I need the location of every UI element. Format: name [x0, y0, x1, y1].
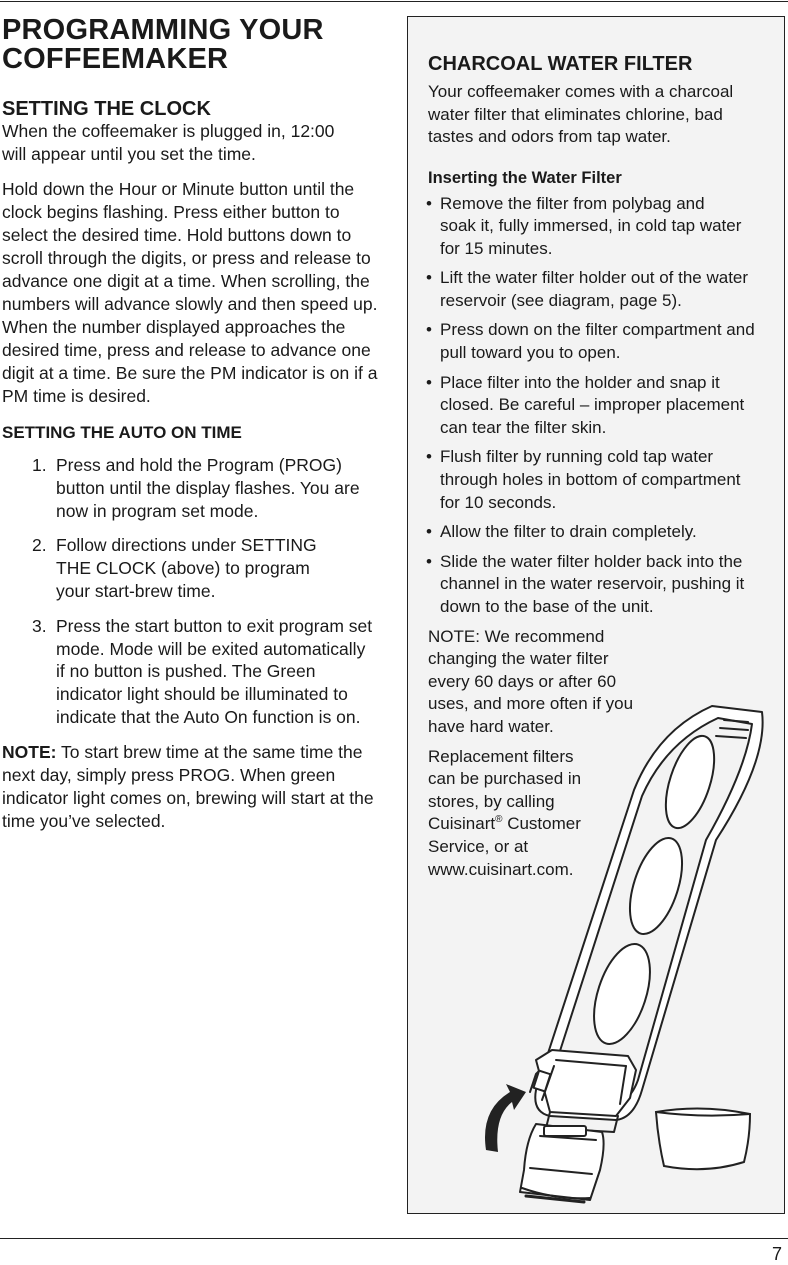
charcoal-filter-intro: Your coffeemaker comes with a charcoal water filter that eliminates chlorine, bad tastes and odors from tap water.	[428, 82, 734, 146]
step-text: Press and hold the Program (PROG) button until the display flashes. You are now in program set mode.	[56, 455, 360, 521]
setting-clock-heading: SETTING THE CLOCK	[2, 98, 211, 120]
list-item: • Slide the water filter holder back into the channel in the water reservoir, pushing it down to the base of the unit.	[428, 551, 762, 619]
list-item: • Place filter into the holder and snap it closed. Be careful – improper placement can tear the filter skin.	[428, 372, 755, 440]
auto-on-heading: SETTING THE AUTO ON TIME	[2, 423, 242, 442]
replacement-text-end: Customer Service, or at www.cuisinart.com.	[428, 814, 581, 879]
step-item	[2, 615, 376, 729]
list-item: • Remove the filter from polybag and soak it, fully immersed, in cold tap water for 15 minutes.	[428, 193, 745, 261]
step-number: 1.	[32, 455, 47, 475]
step-item	[2, 454, 371, 522]
top-rule	[0, 1, 788, 2]
page-title-line-2: COFFEEMAKER	[2, 43, 229, 75]
list-item: • Allow the filter to drain completely.	[428, 521, 770, 544]
setting-clock-paragraph-2: Hold down the Hour or Minute button until the clock begins flashing. Press either button to select the desired time. Hold buttons down to scroll through the digits, or press and release to advance one digit at a time. When scrolling, the numbers will advance slowly and then speed up. When the number displayed approaches the desired time, press and release to advance one digit at a time. Be sure the PM indicator is on if a PM time is desired.	[2, 179, 378, 406]
charcoal-filter-heading: CHARCOAL WATER FILTER	[428, 53, 693, 75]
note-paragraph	[2, 741, 388, 833]
auto-on-steps	[2, 454, 394, 729]
inserting-filter-list	[428, 193, 768, 619]
note-label: NOTE:	[2, 741, 57, 762]
note-text: To start brew time at the same time the next day, simply press PROG. When green indicator light comes on, brewing will start at the time you’ve selected.	[2, 741, 374, 831]
list-item: • Lift the water filter holder out of the water reservoir (see diagram, page 5).	[428, 267, 770, 312]
replacement-text-start: Replacement filters can be purchased in stores, by calling Cuisinart	[428, 746, 582, 834]
list-item: • Press down on the filter compartment and pull toward you to open.	[428, 319, 772, 364]
filter-change-note: NOTE: We recommend changing the water filter every 60 days or after 60 uses, and more often if you have hard water.	[428, 626, 634, 736]
registered-mark: ®	[495, 814, 503, 826]
list-item: • Flush filter by running cold tap water through holes in bottom of compartment for 10 seconds.	[428, 446, 765, 514]
page-number: 7	[771, 1244, 782, 1264]
bottom-rule	[0, 1238, 788, 1239]
step-text: Press the start button to exit program set mode. Mode will be exited automatically if no button is pushed. The Green indicator light should be illuminated to indicate that the Auto On function is on.	[56, 615, 373, 727]
step-number: 3.	[32, 615, 47, 636]
step-number: 2.	[32, 535, 47, 556]
page-title	[2, 16, 394, 74]
left-column	[2, 16, 394, 845]
page-title-line-1: PROGRAMMING YOUR	[2, 14, 324, 46]
step-text: Follow directions under SETTING THE CLOCK (above) to program your start-brew time.	[56, 535, 317, 601]
water-filter-holder-diagram	[466, 700, 788, 1210]
step-item	[2, 534, 346, 602]
inserting-filter-heading: Inserting the Water Filter	[428, 168, 622, 187]
setting-clock-paragraph-1: When the coffeemaker is plugged in, 12:00 will appear until you set the time.	[2, 121, 335, 164]
